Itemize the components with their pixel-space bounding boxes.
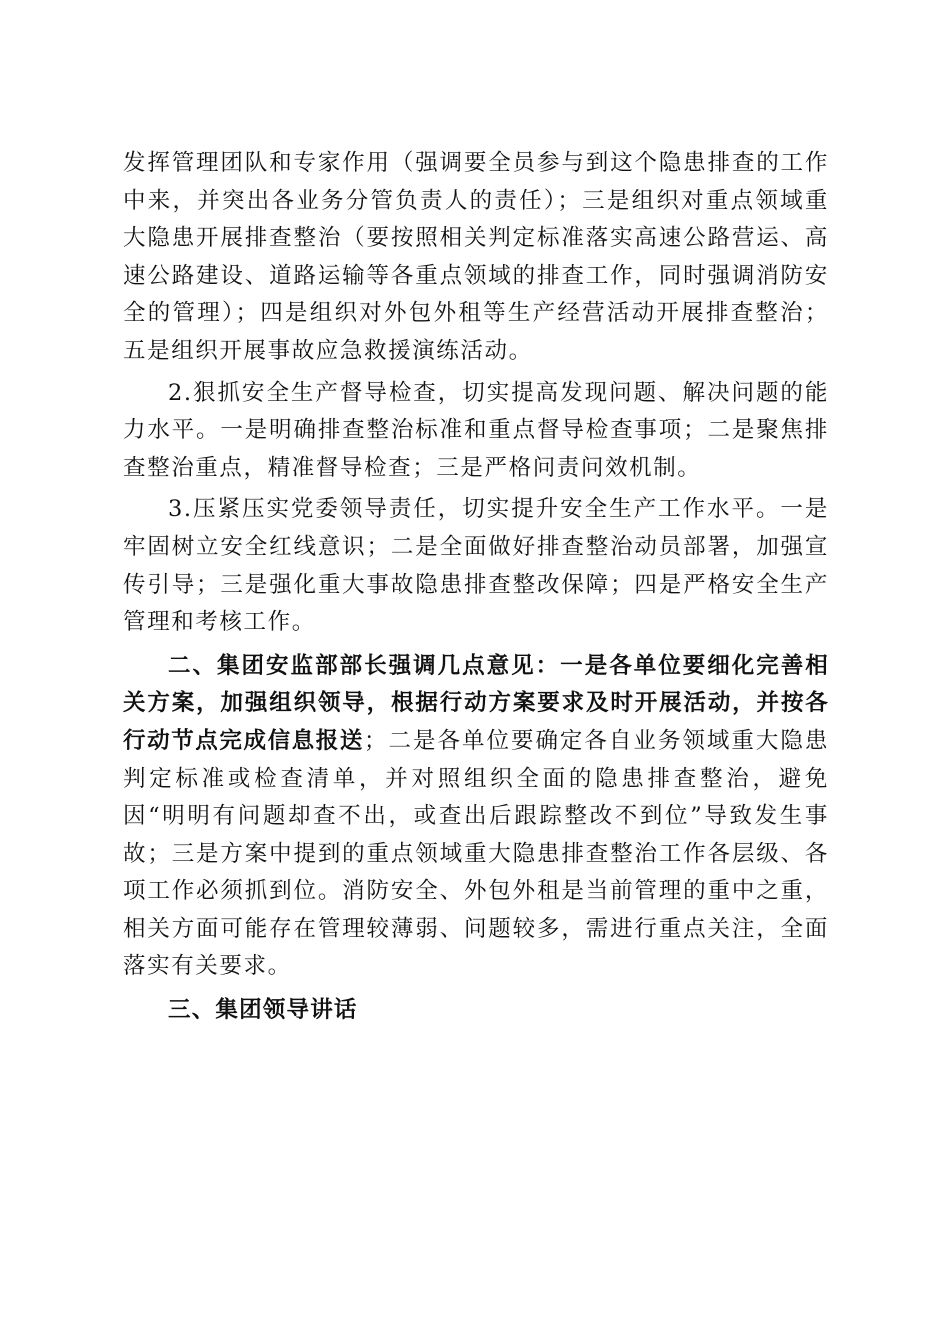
document-body [123,145,829,1030]
section-2-body: ；二是各单位要确定各自业务领域重大隐患判定标准或检查清单，并对照组织全面的隐患排查整治，避免因“明明有问题却查不出，或查出后跟踪整改不到位”导致发生事故；三是方案中提到的重点领域重大隐患排查整治工作各层级、各项工作必须抓到位。消防安全、外包外租是当前管理的重中之重，相关方面可能存在管理较薄弱、问题较多，需进行重点关注，全面落实有关要求。 [123,727,829,980]
paragraph-section-3 [123,992,829,1030]
paragraph-item-3: 3.压紧压实党委领导责任，切实提升安全生产工作水平。一是牢固树立安全红线意识；二是全面做好排查整治动员部署，加强宣传引导；三是强化重大事故隐患排查整改保障；四是严格安全生产管理和考核工作。 [123,496,829,636]
section-2-heading-bold: 二、集团安监部部长强调几点意见：一是各单位要细化完善相关方案，加强组织领导，根据行动方案要求及时开展活动，并按各行动节点完成信息报送 [123,652,829,754]
paragraph-item-2: 2.狠抓安全生产督导检查，切实提高发现问题、解决问题的能力水平。一是明确排查整治标准和重点督导检查事项；二是聚焦排查整治重点，精准督导检查；三是严格问责问效机制。 [123,379,829,481]
paragraph-continuation: 发挥管理团队和专家作用（强调要全员参与到这个隐患排查的工作中来，并突出各业务分管负责人的责任）；三是组织对重点领域重大隐患开展排查整治（要按照相关判定标准落实高速公路营运、高速公路建设、道路运输等各重点领域的排查工作，同时强调消防安全的管理）；四是组织对外包外租等生产经营活动开展排查整治；五是组织开展事故应急救援演练活动。 [123,150,829,364]
paragraph-section-2 [123,648,829,986]
section-3-heading: 三、集团领导讲话 [168,997,358,1024]
